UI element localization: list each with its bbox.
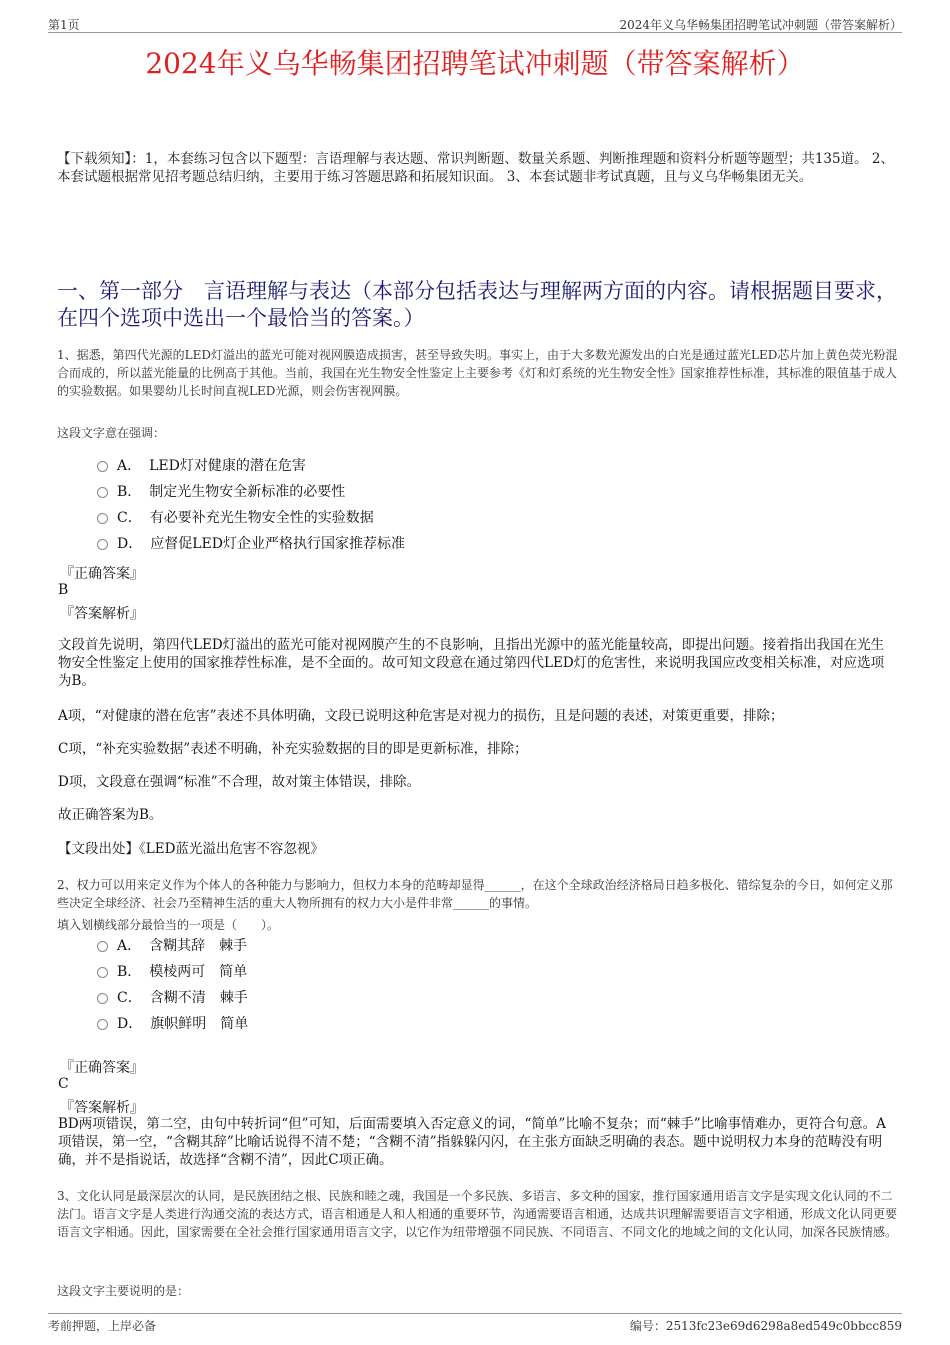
question-1-answer-label: 『正确答案』 (60, 566, 144, 582)
radio-icon[interactable] (97, 513, 108, 524)
header-doc-title: 2024年义乌华畅集团招聘笔试冲刺题（带答案解析） (619, 18, 902, 32)
radio-icon[interactable] (97, 487, 108, 498)
question-1-analysis-a: A项，“对健康的潜在危害”表述不具体明确，文段已说明这种危害是对视力的损伤，且是问题的表述，对策更重要，排除； (58, 708, 784, 724)
question-2-answer: C (58, 1076, 69, 1092)
radio-icon[interactable] (97, 1019, 108, 1030)
radio-icon[interactable] (97, 967, 108, 978)
question-1-option-c[interactable]: C． 有必要补充光生物安全性的实验数据 (97, 508, 374, 528)
question-1-analysis-label: 『答案解析』 (60, 606, 144, 622)
page-number: 第1页 (48, 18, 80, 32)
question-2-analysis: BD两项错误，第二空，由句中转折词“但”可知，后面需要填入否定意义的词，“简单”比喻不复杂；而“棘手”比喻事情难办，更符合句意。A项错误，第一空，“含糊其辞”比喻话说得不清不楚；“含糊不清”指躲躲闪闪，在主张方面缺乏明确的表态。题中说明权力本身的范畴没有明确，并不是指说话，故选择“含糊不清”，因此C项正确。 (58, 1116, 886, 1168)
question-1-source: 【文段出处】《LED蓝光溢出危害不容忽视》 (58, 841, 324, 857)
download-notice: 【下载须知】：1，本套练习包含以下题型：言语理解与表达题、常识判断题、数量关系题、判断推理题和资料分析题等题型；共135道。 2、本套试题根据常见招考题总结归纳，主要用于练习答题思路和拓展知识面。 3、本套试题非考试真题，且与义乌华畅集团无关。 (57, 151, 894, 185)
question-2-prompt: 填入划横线部分最恰当的一项是（ ）。 (57, 918, 280, 932)
question-3-text: 3、文化认同是最深层次的认同，是民族团结之根、民族和睦之魂，我国是一个多民族、多语言、多文种的国家，推行国家通用语言文字是实现文化认同的不二法门。语言文字是人类进行沟通交流的表达方式，语言相通是人和人相通的重要环节，沟通需要语言相通，达成共识理解需要语言文字相通，形成文化认同更要语言文字相通。因此，国家需要在全社会推行国家通用语言文字，以它作为纽带增强不同民族、不同语言、不同文化的地域之间的文化认同，加深各民族情感。 (57, 1189, 898, 1239)
footer-slogan: 考前押题，上岸必备 (48, 1319, 157, 1333)
question-2-answer-label: 『正确答案』 (60, 1060, 144, 1076)
question-1-analysis-d: D项，文段意在强调“标准”不合理，故对策主体错误，排除。 (58, 774, 421, 790)
radio-icon[interactable] (97, 539, 108, 550)
radio-icon[interactable] (97, 941, 108, 952)
question-2-option-b[interactable]: B． 模棱两可 简单 (97, 962, 247, 982)
question-1-conclusion: 故正确答案为B。 (58, 807, 163, 823)
page-header (48, 14, 902, 33)
question-2-text: 2、权力可以用来定义作为个体人的各种能力与影响力，但权力本身的范畴却显得______，在这个全球政治经济格局日趋多极化、错综复杂的今日，如何定义那些决定全球经济、社会乃至精神生活的重大人物所拥有的权力大小是件非常______的事情。 (57, 878, 893, 910)
question-1-text: 1、据悉，第四代光源的LED灯溢出的蓝光可能对视网膜造成损害，甚至导致失明。事实上，由于大多数光源发出的白光是通过蓝光LED芯片加上黄色荧光粉混合而成的，所以蓝光能量的比例高于其他。当前，我国在光生物安全性鉴定上主要参考《灯和灯系统的光生物安全性》国家推荐性标准，其标准的限值基于成人的实验数据。如果婴幼儿长时间直视LED光源，则会伤害视网膜。 (57, 348, 898, 398)
question-1-analysis-paragraph: 文段首先说明，第四代LED灯溢出的蓝光可能对视网膜产生的不良影响，且指出光源中的蓝光能量较高，即提出问题。接着指出我国在光生物安全性鉴定上使用的国家推荐性标准，是不全面的。故可知文段意在通过第四代LED灯的危害性，来说明我国应改变相关标准，对应选项为B。 (58, 637, 885, 689)
question-1-analysis-c: C项，“补充实验数据”表述不明确，补充实验数据的目的即是更新标准，排除； (58, 741, 528, 757)
radio-icon[interactable] (97, 461, 108, 472)
section-heading: 一、第一部分 言语理解与表达（本部分包括表达与理解两方面的内容。请根据题目要求，在四个选项中选出一个最恰当的答案。） (57, 279, 897, 330)
radio-icon[interactable] (97, 993, 108, 1004)
question-1-answer: B (58, 582, 69, 598)
question-1-option-b[interactable]: B． 制定光生物安全新标准的必要性 (97, 482, 345, 502)
question-2-option-d[interactable]: D． 旗帜鲜明 简单 (97, 1014, 248, 1034)
question-2-option-c[interactable]: C． 含糊不清 棘手 (97, 988, 248, 1008)
footer-doc-id: 编号：2513fc23e69d6298a8ed549c0bbcc859 (629, 1319, 902, 1333)
question-1-option-d[interactable]: D． 应督促LED灯企业严格执行国家推荐标准 (97, 534, 405, 554)
document-title: 2024年义乌华畅集团招聘笔试冲刺题（带答案解析） (145, 47, 805, 80)
question-2-option-a[interactable]: A． 含糊其辞 棘手 (97, 936, 247, 956)
question-1-prompt: 这段文字意在强调： (57, 426, 166, 440)
question-3-prompt: 这段文字主要说明的是： (57, 1284, 190, 1298)
question-1-option-a[interactable]: A． LED灯对健康的潜在危害 (97, 456, 306, 476)
page-footer (48, 1313, 902, 1333)
question-2-analysis-label: 『答案解析』 (60, 1100, 144, 1116)
